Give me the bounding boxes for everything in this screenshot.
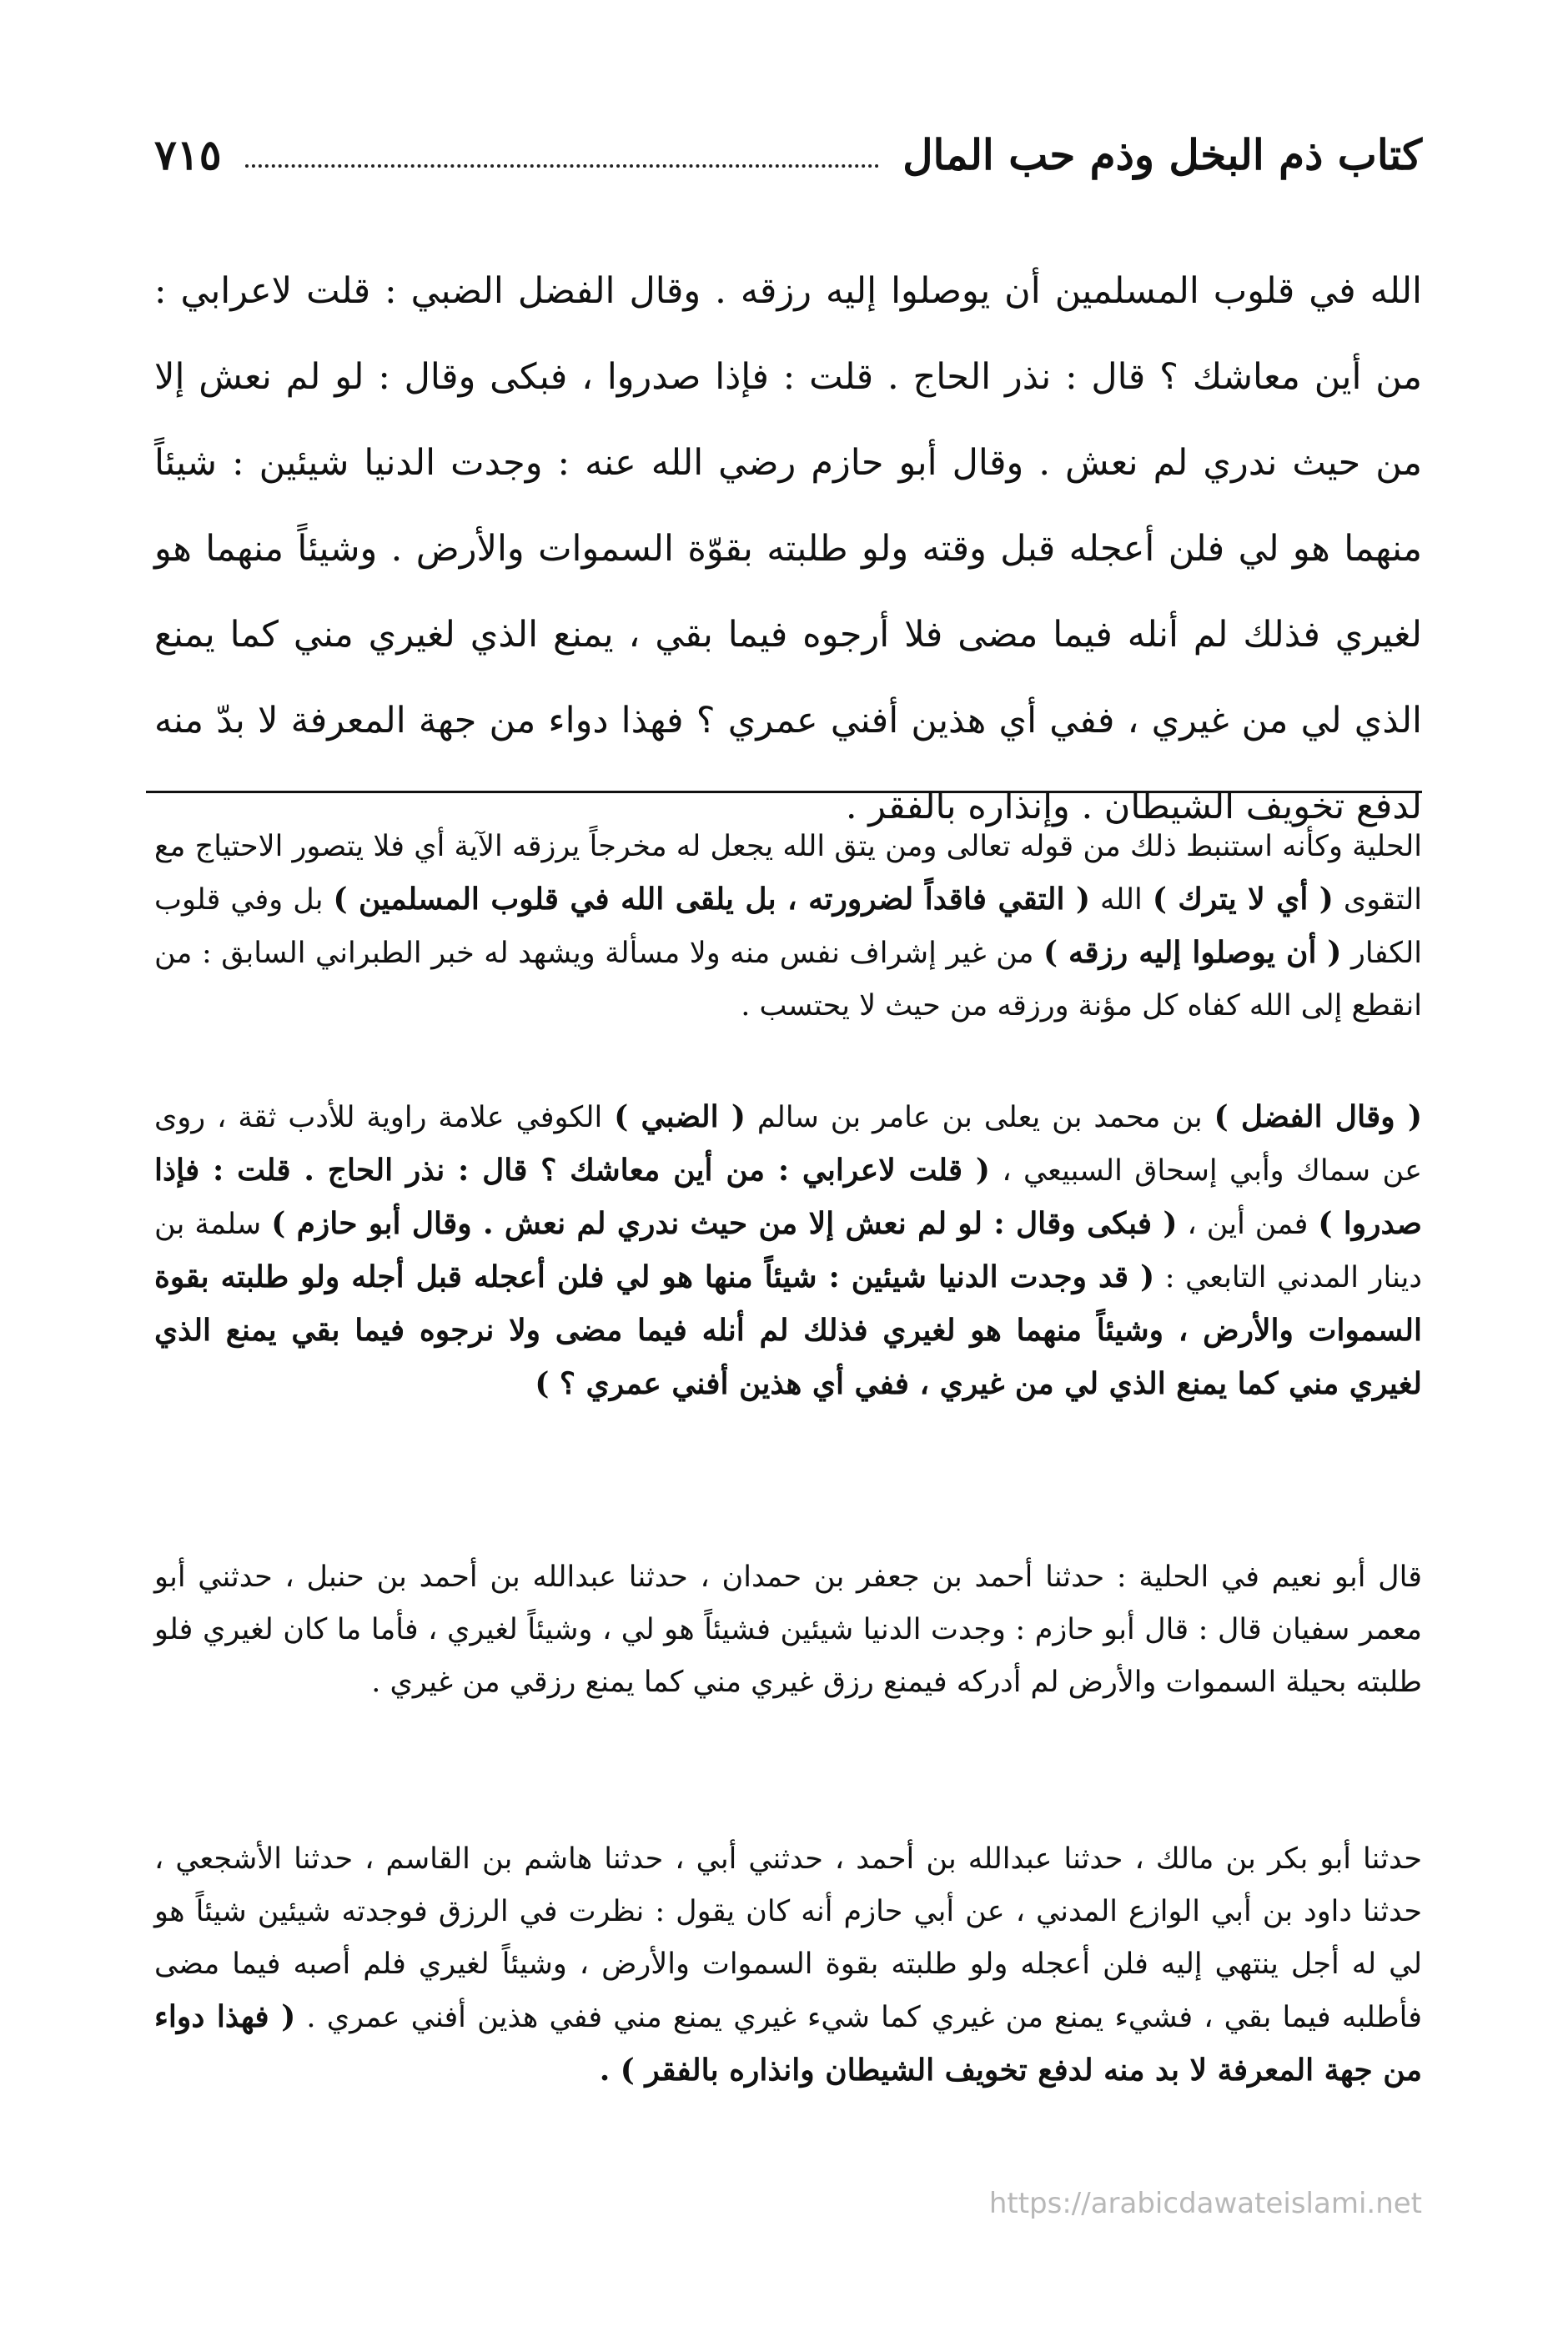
quoted-text: ( قلت لاعرابي : من أين معاشك ؟ قال : نذر الحاج . قلت : فإذا صدروا ) (154, 1153, 1422, 1241)
commentary-block-2 (154, 1091, 1422, 1411)
commentary-paragraph (154, 821, 1422, 1033)
commentary-text: فمن أين ، (1177, 1208, 1319, 1241)
commentary-paragraph: قال أبو نعيم في الحلية : حدثنا أحمد بن جعفر بن حمدان ، حدثنا عبدالله بن أحمد بن حنبل ، حدثني أبو معمر سفيان قال : قال أبو حازم : وجدت الدنيا شيئين فشيئاً هو لي ، وشيئاً لغيري ، فأما ما كان لغيري فلو طلبته بحيلة السموات والأرض لم أدركه فيمنع رزق غيري مني كما يمنع رزقي من غيري . (154, 1561, 1422, 1699)
quoted-text: ( أي لا يترك ) (1152, 882, 1334, 917)
main-paragraph: الله في قلوب المسلمين أن يوصلوا إليه رزقه . وقال الفضل الضبي : قلت لاعرابي : من أين معاشك ؟ قال : نذر الحاج . قلت : فإذا صدروا ، فبكى وقال : لو لم نعش إلا من حيث ندري لم نعش . وقال أبو حازم رضي الله عنه : وجدت الدنيا شيئين : شيئاً منهما هو لي فلن أعجله قبل وقته ولو طلبته بقوّة السموات والأرض . وشيئاً منهما هو لغيري فذلك لم أنله فيما مضى فلا أرجوه فيما بقي ، يمنع الذي لغيري مني كما يمنع الذي لي من غيري ، ففي أي هذين أفني عمري ؟ فهذا دواء من جهة المعرفة لا بدّ منه لدفع تخويف الشيطان . وإنذاره بالفقر . (154, 270, 1422, 827)
quoted-text: ( أن يوصلوا إليه رزقه ) (1043, 935, 1342, 970)
commentary-text: حدثنا أبو بكر بن مالك ، حدثنا عبدالله بن أحمد ، حدثني أبي ، حدثنا هاشم بن القاسم ، حدثنا الأشجعي ، حدثنا داود بن أبي الوازع المدني ، عن أبي حازم أنه كان يقول : نظرت في الرزق فوجدته شيئين شيئاً هو لي له أجل ينتهي إليه فلن أعجله ولو طلبته بقوة السموات والأرض ، وشيئاً لغيري فلم أصبه فيما مضى فأطلبه فيما بقي ، فشيء يمنع من غيري كما شيء غيري يمنع مني ففي هذين أفني عمري . (154, 1842, 1423, 2034)
commentary-text: الكوفي علامة راوية للأدب ثقة ، روى عن سماك وأبي إسحاق السبيعي ، (154, 1101, 1422, 1188)
page-header (154, 125, 1422, 183)
watermark-url: https://arabicdawateislami.net (988, 2187, 1422, 2220)
main-text (154, 249, 1422, 850)
commentary-block-4 (154, 1833, 1422, 2098)
commentary-paragraph (154, 1091, 1422, 1411)
page-number: ٧١٥ (154, 129, 222, 179)
dot-leader (245, 164, 880, 168)
commentary-block-1 (154, 821, 1422, 1033)
quoted-text: ( فبكى وقال : لو لم نعش إلا من حيث ندري لم نعش . وقال أبو حازم ) (271, 1206, 1178, 1241)
quoted-text: ( فهذا دواء من جهة المعرفة لا بد منه لدفع تخويف الشيطان وانذاره بالفقر ) . (154, 1999, 1422, 2088)
quoted-text: ( وقال الفضل ) (1214, 1099, 1422, 1134)
commentary-text: الله (1090, 883, 1153, 917)
quoted-text: ( الضبي ) (614, 1099, 746, 1134)
quoted-text: ( قد وجدت الدنيا شيئين : شيئاً منها هو لي فلن أعجله قبل أجله ولو طلبته بقوة السموات والأرض ، وشيئاً منهما هو لغيري فذلك لم أنله فيما مضى ولا نرجوه فيما بقي يمنع الذي لغيري مني كما يمنع الذي لي من غيري ، ففي أي هذين أفني عمري ؟ ) (154, 1259, 1422, 1401)
commentary-text: الحلية وكأنه استنبط ذلك من قوله تعالى ومن يتق الله يجعل له مخرجاً يرزقه الآية أي فلا يتصور الاحتياج مع التقوى (154, 830, 1423, 917)
commentary-paragraph (154, 1833, 1422, 2098)
running-title: كتاب ذم البخل وذم حب المال (902, 129, 1422, 179)
commentary-text: بن محمد بن يعلى بن عامر بن سالم (745, 1101, 1214, 1134)
commentary-text: بل وفي قلوب الكفار (154, 883, 1422, 970)
commentary-text: سلمة بن دينار المدني التابعي : (154, 1208, 1422, 1294)
commentary-block-3 (154, 1551, 1422, 1709)
footnote-separator (146, 791, 1422, 793)
quoted-text: ( التقي فاقداً لضرورته ، بل يلقى الله في قلوب المسلمين ) (333, 882, 1090, 917)
commentary-text: من غير إشراف نفس منه ولا مسألة ويشهد له خبر الطبراني السابق : من انقطع إلى الله كفاه كل مؤنة ورزقه من حيث لا يحتسب . (154, 937, 1422, 1023)
